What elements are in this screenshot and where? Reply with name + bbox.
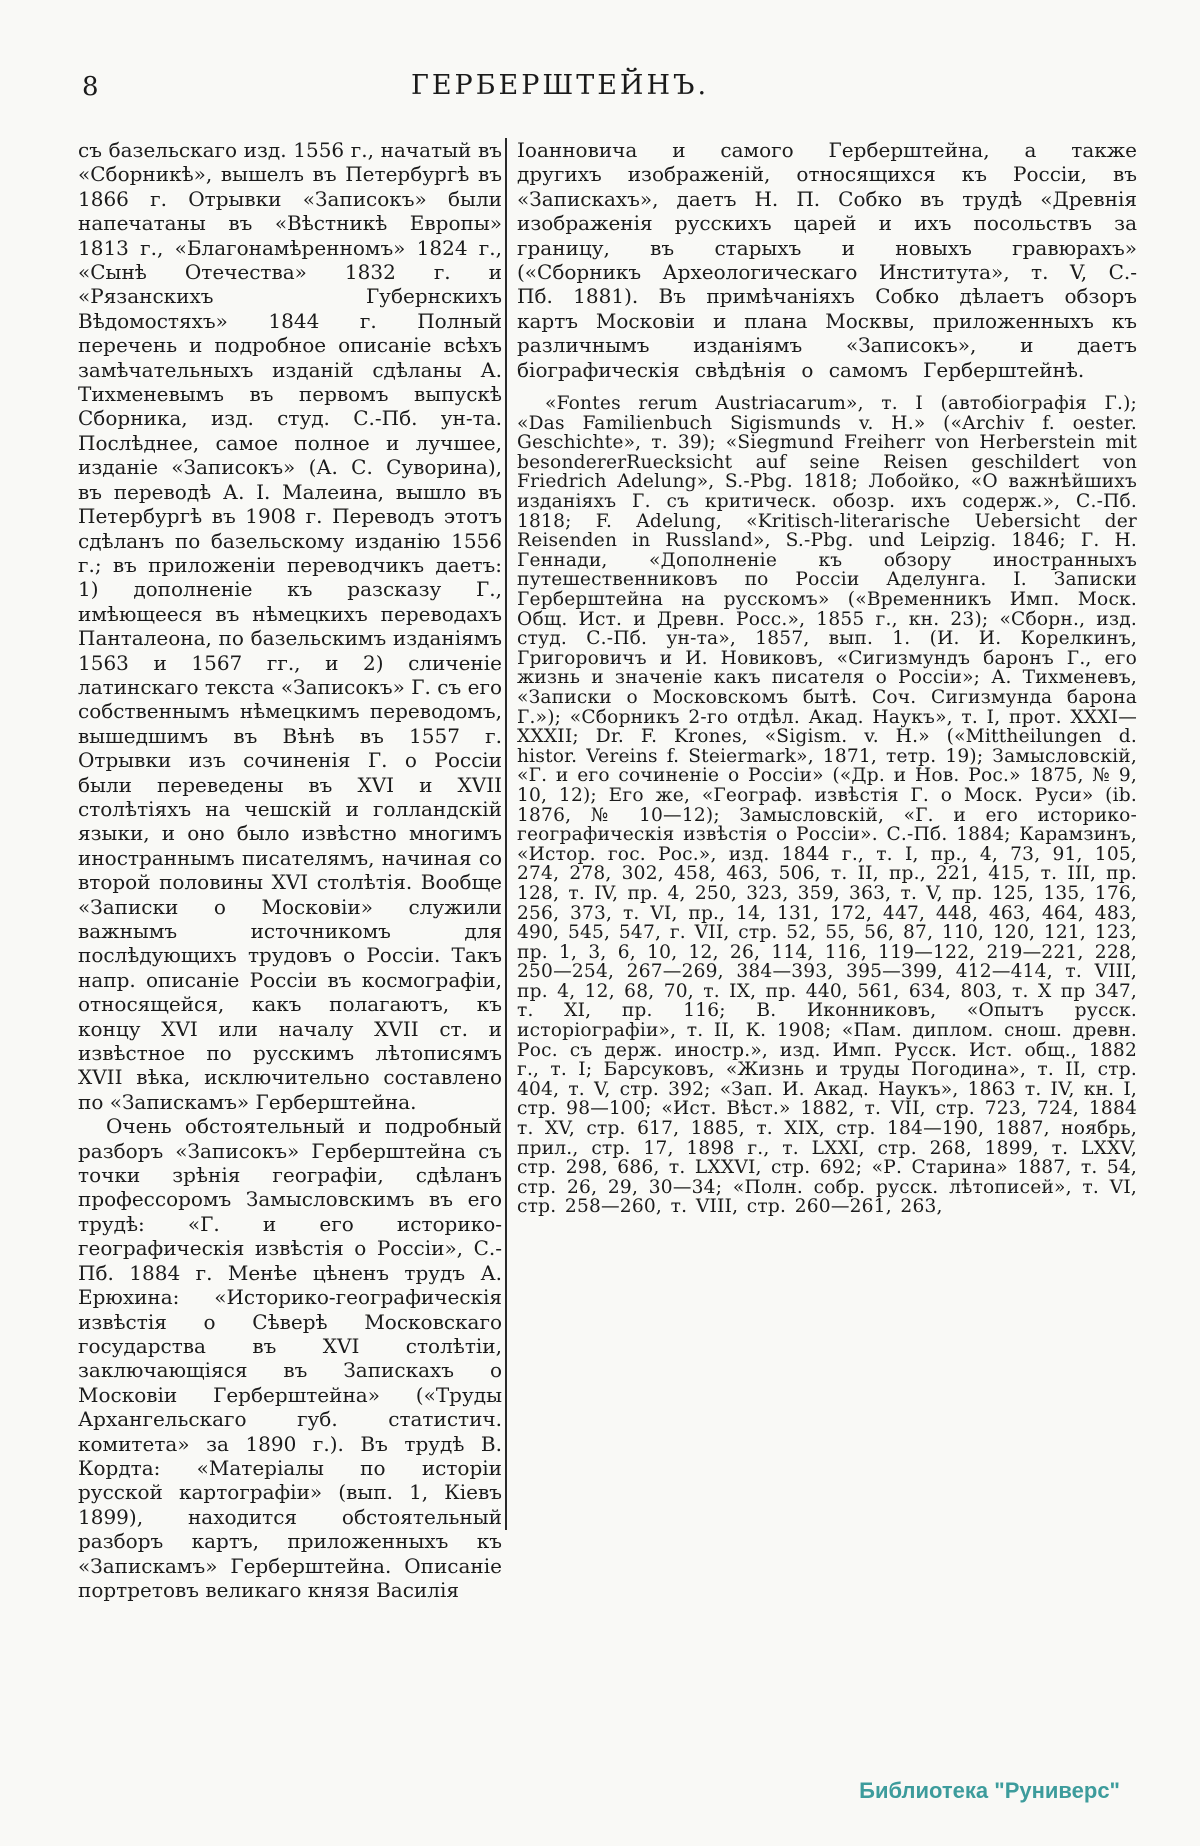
bibliography-paragraph: «Fontes rerum Austriacarum», т. I (автобіографія Г.); «Das Familienbuch Sigismunds v. H.» («Archiv f. oester. Geschichte», т. 39); «Siegmund Freiherr von Herberstein mit besondererRuecksicht auf seine Reisen geschildert von Friedrich Adelung», S.-Pbg. 1818; Лобойко, «О важнѣйшихъ изданіяхъ Г. съ критическ. обозр. ихъ содерж.», С.-Пб. 1818; F. Adelung, «Kritisch-literarische Uebersicht der Reisenden in Russland», S.-Pbg. und Leipzig. 1846; Г. Н. Геннади, «Дополненіе къ обзору иностранныхъ путешественниковъ по Россіи Аделунга. I. Записки Герберштейна на русскомъ» («Временникъ Имп. Моск. Общ. Ист. и Древн. Росс.», 1855 г., кн. 23); «Сборн., изд. студ. С.-Пб. ун-та», 1857, вып. 1. (И. И. Корелкинъ, Григоровичъ и И. Новиковъ, «Сигизмундъ баронъ Г., его жизнь и значеніе какъ писателя о Россіи»; А. Тихменевъ, «Записки о Московскомъ бытѣ. Соч. Сигизмунда барона Г.»); «Сборникъ 2-го отдѣл. Акад. Наукъ», т. I, прот. XXXI—XXXII; Dr. F. Krones, «Sigism. v. H.» («Mittheilungen d. histor. Vereins f. Steiermark», 1871, тетр. 19); Замысловскій, «Г. и его сочиненіе о Россіи» («Др. и Нов. Рос.» 1875, № 9, 10, 12); Его же, «Географ. извѣстія Г. о Моск. Руси» (ib. 1876, № 10—12); Замысловскій, «Г. и его историко-географическія извѣстія о Россіи». С.-Пб. 1884; Карамзинъ, «Истор. гос. Рос.», изд. 1844 г., т. I, пр., 4, 73, 91, 105, 274, 278, 302, 458, 463, 506, т. II, пр., 221, 415, т. III, пр. 128, т. IV, пр. 4, 250, 323, 359, 363, т. V, пр. 125, 135, 176, 256, 373, т. VI, пр., 14, 131, 172, 447, 448, 463, 464, 483, 490, 545, 547, г. VII, стр. 52, 55, 56, 87, 110, 120, 121, 123, пр. 1, 3, 6, 10, 12, 26, 114, 116, 119—122, 219—221, 228, 250—254, 267—269, 384—393, 395—399, 412—414, т. VIII, пр. 4, 12, 68, 70, т. IX, пр. 440, 561, 634, 803, т. X пр 347, т. XI, пр. 116; В. Иконниковъ, «Опытъ русск. исторіографіи», т. II, К. 1908; «Пам. диплом. снош. древн. Рос. съ держ. иностр.», изд. Имп. Русск. Ист. общ., 1882 г., т. I; Барсуковъ, «Жизнь и труды Погодина», т. II, стр. 404, т. V, стр. 392; «Зап. И. Акад. Наукъ», 1863 т. IV, кн. I, стр. 98—100; «Ист. Вѣст.» 1882, т. VII, стр. 723, 724, 1884 т. XV, стр. 617, 1885, т. XIX, стр. 184—190, 1887, ноябрь, прил., стр. 17, 1898 г., т. LXXI, стр. 268, 1899, т. LXXV, стр. 298, 686, т. LXXVI, стр. 692; «Р. Старина» 1887, т. 54, стр. 26, 29, 30—34; «Полн. собр. русск. лѣтописей», т. VI, стр. 258—260, т. VIII, стр. 260—261, 263, bbox=[517, 393, 1137, 1218]
text-columns bbox=[78, 138, 1137, 1602]
column-divider-rule bbox=[505, 138, 507, 1530]
left-column-paragraph-review: Очень обстоятельный и подробный разборъ «Записокъ» Герберштейна съ точки зрѣнія географіи, сдѣланъ профессоромъ Замысловскимъ въ его трудѣ: «Г. и его историко-географическія извѣстія о Россіи», С.-Пб. 1884 г. Менѣе цѣненъ трудъ А. Ерюхина: «Историко-географическія извѣстія о Сѣверѣ Московскаго государства въ XVI столѣтіи, заключающіяся въ Запискахъ о Московіи Герберштейна» («Труды Архангельскаго губ. статистич. комитета» за 1890 г.). Въ трудѣ В. Кордта: «Матеріалы по исторіи русской картографіи» (вып. 1, Кіевъ 1899), находится обстоятельный разборъ картъ, приложенныхъ къ «Запискамъ» Герберштейна. Описаніе портретовъ великаго князя Василія bbox=[78, 1114, 502, 1602]
right-column bbox=[517, 138, 1137, 1217]
page-number: 8 bbox=[82, 72, 99, 102]
library-watermark: Библиотека "Руниверс" bbox=[859, 1778, 1120, 1803]
right-column-paragraph-continuation: Іоанновича и самого Герберштейна, а также другихъ изображеній, относящихся къ Россіи, въ «Запискахъ», даетъ Н. П. Собко въ трудѣ «Древнія изображенія русскихъ царей и ихъ посольствъ за границу, въ старыхъ и новыхъ гравюрахъ» («Сборникъ Археологическаго Института», т. V, С.-Пб. 1881). Въ примѣчаніяхъ Собко дѣлаетъ обзоръ картъ Московіи и плана Москвы, приложенныхъ къ различнымъ изданіямъ «Записокъ», и даетъ біографическія свѣдѣнія о самомъ Герберштейнѣ. bbox=[517, 138, 1137, 382]
left-column bbox=[78, 138, 502, 1602]
left-column-paragraph-continuation: съ базельскаго изд. 1556 г., начатый въ «Сборникѣ», вышелъ въ Петербургѣ въ 1866 г. Отрывки «Записокъ» были напечатаны въ «Вѣстникѣ Европы» 1813 г., «Благонамѣренномъ» 1824 г., «Сынѣ Отечества» 1832 г. и «Рязанскихъ Губернскихъ Вѣдомостяхъ» 1844 г. Полный перечень и подробное описаніе всѣхъ замѣчательныхъ изданій сдѣланы А. Тихменевымъ въ первомъ выпускѣ Сборника, изд. студ. С.-Пб. ун-та. Послѣднее, самое полное и лучшее, изданіе «Записокъ» (А. С. Суворина), въ переводѣ А. І. Малеина, вышло въ Петербургѣ въ 1908 г. Переводъ этотъ сдѣланъ по базельскому изданію 1556 г.; въ приложеніи переводчикъ даетъ: 1) дополненіе къ разсказу Г., имѣющееся въ нѣмецкихъ переводахъ Панталеона, по базельскимъ изданіямъ 1563 и 1567 гг., и 2) сличеніе латинскаго текста «Записокъ» Г. съ его собственнымъ нѣмецкимъ переводомъ, вышедшимъ въ Вѣнѣ въ 1557 г. Отрывки изъ сочиненія Г. о Россіи были переведены въ XVI и XVII столѣтіяхъ на чешскій и голландскій языки, и оно было извѣстно многимъ иностраннымъ писателямъ, начиная со второй половины XVI столѣтія. Вообще «Записки о Московіи» служили важнымъ источникомъ для послѣдующихъ трудовъ о Россіи. Такъ напр. описаніе Россіи въ космографіи, относящейся, какъ полагаютъ, къ концу XVI или началу XVII ст. и извѣстное по русскимъ лѣтописямъ XVII вѣка, исключительно составлено по «Запискамъ» Герберштейна. bbox=[78, 138, 502, 1114]
running-header: ГЕРБЕРШТЕЙНЪ. bbox=[410, 70, 710, 101]
